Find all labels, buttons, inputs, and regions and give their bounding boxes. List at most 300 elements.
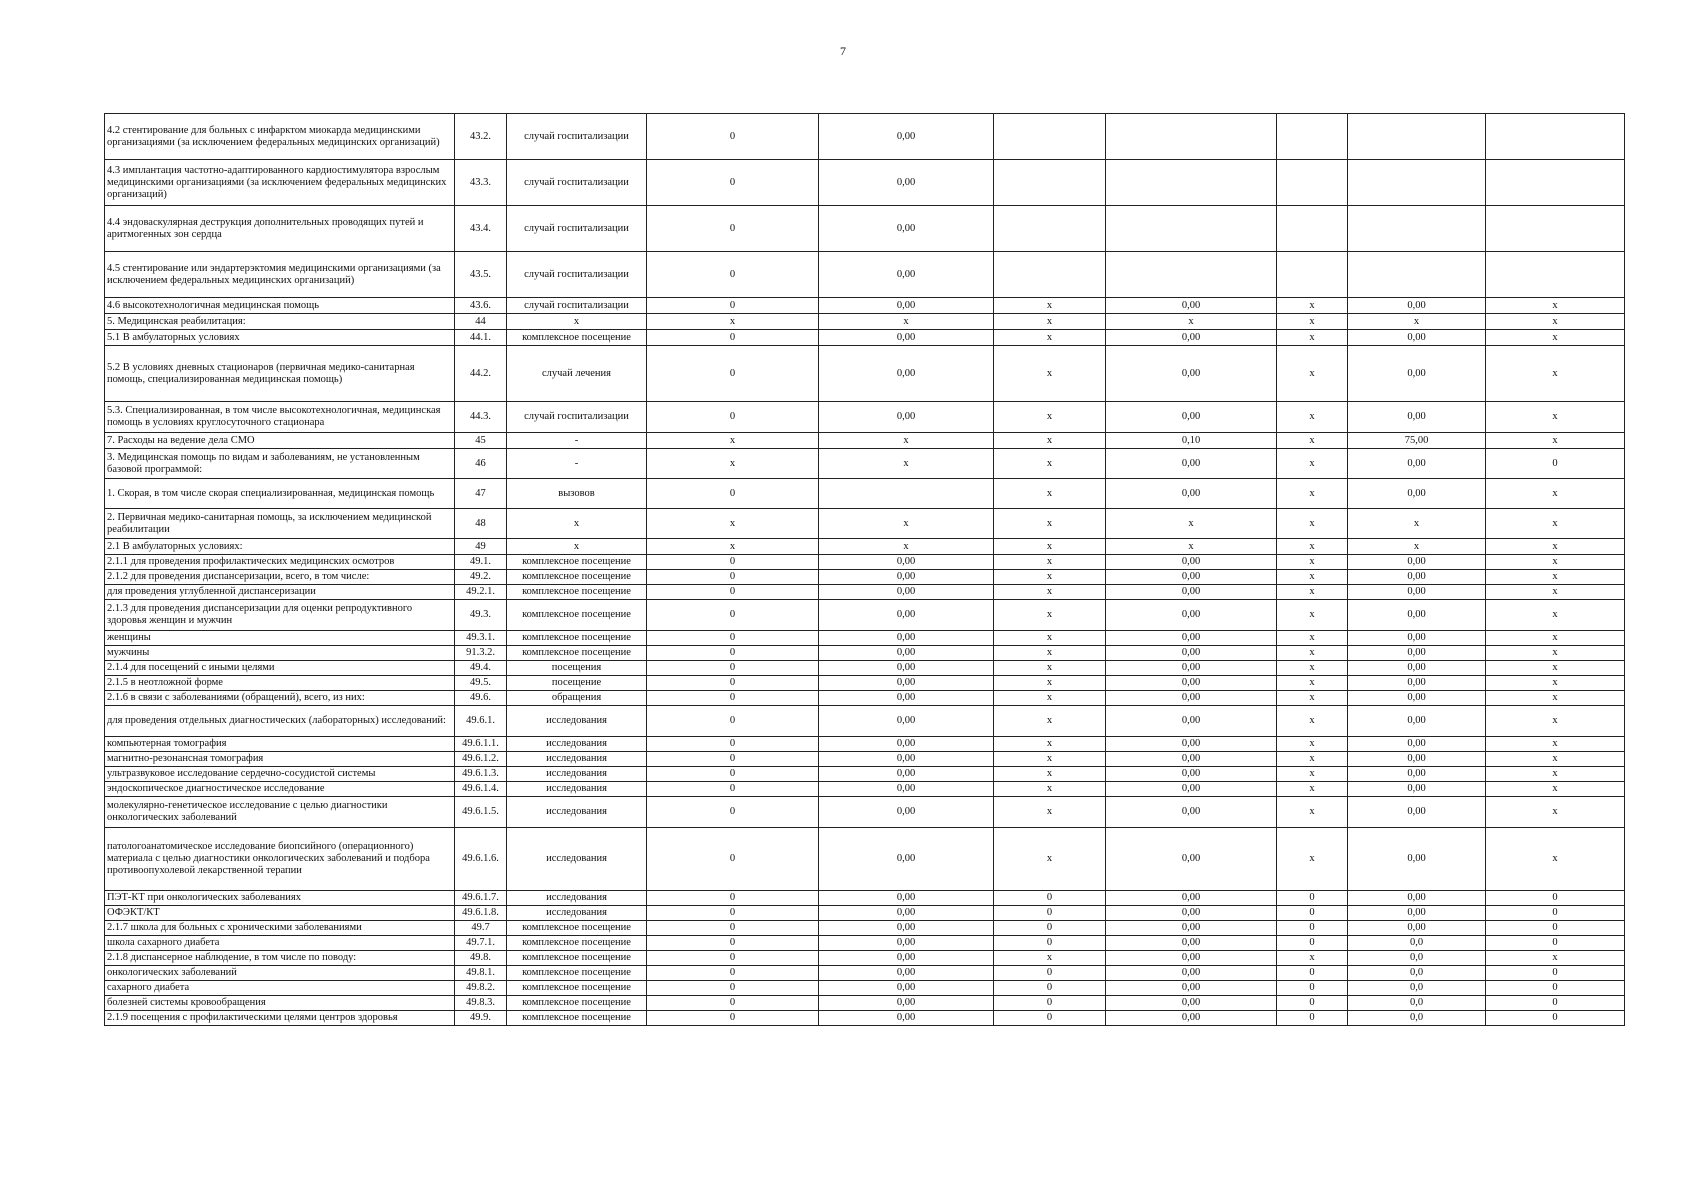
col-value-6: 0,00: [1348, 298, 1486, 314]
row-code: 44.2.: [455, 346, 507, 402]
col-value-2: 0,00: [819, 1011, 994, 1026]
row-name: магнитно-резонансная томография: [105, 752, 455, 767]
col-value-1: 0: [647, 906, 819, 921]
col-value-1: 0: [647, 782, 819, 797]
col-value-7: 0: [1486, 996, 1625, 1011]
col-value-6: 0,00: [1348, 402, 1486, 433]
col-value-2: 0,00: [819, 402, 994, 433]
row-unit: комплексное посещение: [507, 1011, 647, 1026]
col-value-2: [819, 479, 994, 509]
row-code: 49.3.: [455, 600, 507, 631]
row-name: 3. Медицинская помощь по видам и заболеваниям, не установленным базовой программой:: [105, 449, 455, 479]
col-value-6: 0,00: [1348, 646, 1486, 661]
col-value-3: [994, 114, 1106, 160]
col-value-7: x: [1486, 631, 1625, 646]
table-row: [105, 1011, 1625, 1026]
col-value-4: 0,00: [1106, 646, 1277, 661]
row-unit: комплексное посещение: [507, 981, 647, 996]
col-value-1: 0: [647, 921, 819, 936]
col-value-4: x: [1106, 314, 1277, 330]
table-row: [105, 509, 1625, 539]
table-row: [105, 996, 1625, 1011]
col-value-6: [1348, 206, 1486, 252]
col-value-7: x: [1486, 706, 1625, 737]
row-name: онкологических заболеваний: [105, 966, 455, 981]
col-value-1: x: [647, 449, 819, 479]
col-value-5: x: [1277, 509, 1348, 539]
col-value-4: 0,00: [1106, 600, 1277, 631]
col-value-1: x: [647, 539, 819, 555]
row-code: 49.6.1.7.: [455, 891, 507, 906]
row-name: болезней системы кровообращения: [105, 996, 455, 1011]
table-row: [105, 298, 1625, 314]
row-unit: комплексное посещение: [507, 570, 647, 585]
col-value-3: x: [994, 555, 1106, 570]
col-value-2: 0,00: [819, 330, 994, 346]
col-value-5: x: [1277, 449, 1348, 479]
col-value-2: 0,00: [819, 936, 994, 951]
col-value-6: 0,00: [1348, 585, 1486, 600]
col-value-1: 0: [647, 981, 819, 996]
row-name: 2.1.7 школа для больных с хроническими заболеваниями: [105, 921, 455, 936]
col-value-5: 0: [1277, 981, 1348, 996]
col-value-3: x: [994, 676, 1106, 691]
col-value-6: [1348, 160, 1486, 206]
col-value-6: 75,00: [1348, 433, 1486, 449]
col-value-3: [994, 252, 1106, 298]
col-value-3: x: [994, 797, 1106, 828]
col-value-3: x: [994, 646, 1106, 661]
row-unit: -: [507, 449, 647, 479]
row-unit: комплексное посещение: [507, 631, 647, 646]
col-value-6: 0,00: [1348, 661, 1486, 676]
col-value-2: 0,00: [819, 555, 994, 570]
col-value-2: 0,00: [819, 600, 994, 631]
row-code: 44.1.: [455, 330, 507, 346]
col-value-1: 0: [647, 661, 819, 676]
col-value-5: 0: [1277, 906, 1348, 921]
table-row: [105, 585, 1625, 600]
col-value-5: x: [1277, 646, 1348, 661]
col-value-5: x: [1277, 691, 1348, 706]
col-value-6: 0,00: [1348, 906, 1486, 921]
table-row: [105, 402, 1625, 433]
col-value-2: x: [819, 509, 994, 539]
row-unit: случай госпитализации: [507, 402, 647, 433]
row-name: для проведения отдельных диагностических (лабораторных) исследований:: [105, 706, 455, 737]
col-value-5: x: [1277, 555, 1348, 570]
col-value-6: x: [1348, 539, 1486, 555]
row-name: 5.2 В условиях дневных стационаров (первичная медико-санитарная помощь, специализированная медицинская помощь): [105, 346, 455, 402]
col-value-3: 0: [994, 996, 1106, 1011]
row-code: 49.2.1.: [455, 585, 507, 600]
col-value-4: x: [1106, 509, 1277, 539]
row-unit: случай лечения: [507, 346, 647, 402]
col-value-4: 0,00: [1106, 402, 1277, 433]
col-value-3: x: [994, 782, 1106, 797]
row-unit: исследования: [507, 782, 647, 797]
col-value-3: x: [994, 585, 1106, 600]
col-value-2: 0,00: [819, 252, 994, 298]
row-unit: комплексное посещение: [507, 600, 647, 631]
col-value-1: 0: [647, 706, 819, 737]
table-row: [105, 891, 1625, 906]
row-name: компьютерная томография: [105, 737, 455, 752]
col-value-3: 0: [994, 1011, 1106, 1026]
col-value-4: 0,00: [1106, 555, 1277, 570]
row-name: 2.1.8 диспансерное наблюдение, в том числе по поводу:: [105, 951, 455, 966]
row-unit: исследования: [507, 891, 647, 906]
row-name: мужчины: [105, 646, 455, 661]
row-name: 2.1.5 в неотложной форме: [105, 676, 455, 691]
col-value-3: [994, 160, 1106, 206]
col-value-7: 0: [1486, 981, 1625, 996]
col-value-5: x: [1277, 752, 1348, 767]
col-value-7: x: [1486, 767, 1625, 782]
col-value-3: x: [994, 737, 1106, 752]
col-value-6: 0,00: [1348, 676, 1486, 691]
row-unit: комплексное посещение: [507, 936, 647, 951]
col-value-7: x: [1486, 691, 1625, 706]
col-value-7: x: [1486, 509, 1625, 539]
row-code: 48: [455, 509, 507, 539]
col-value-6: 0,00: [1348, 600, 1486, 631]
row-name: ультразвуковое исследование сердечно-сосудистой системы: [105, 767, 455, 782]
row-code: 49.6.1.2.: [455, 752, 507, 767]
row-code: 49.6.1.4.: [455, 782, 507, 797]
col-value-7: 0: [1486, 449, 1625, 479]
col-value-5: 0: [1277, 936, 1348, 951]
col-value-5: [1277, 206, 1348, 252]
col-value-2: x: [819, 433, 994, 449]
row-name: 4.4 эндоваскулярная деструкция дополнительных проводящих путей и аритмогенных зон сердца: [105, 206, 455, 252]
col-value-7: x: [1486, 555, 1625, 570]
col-value-1: 0: [647, 891, 819, 906]
col-value-6: 0,0: [1348, 996, 1486, 1011]
table-row: [105, 921, 1625, 936]
col-value-4: 0,00: [1106, 585, 1277, 600]
col-value-4: 0,00: [1106, 330, 1277, 346]
col-value-3: x: [994, 539, 1106, 555]
col-value-5: x: [1277, 539, 1348, 555]
col-value-1: x: [647, 509, 819, 539]
col-value-4: 0,00: [1106, 479, 1277, 509]
col-value-2: 0,00: [819, 114, 994, 160]
col-value-3: x: [994, 314, 1106, 330]
col-value-1: 0: [647, 479, 819, 509]
col-value-2: 0,00: [819, 206, 994, 252]
col-value-7: 0: [1486, 1011, 1625, 1026]
col-value-6: 0,00: [1348, 752, 1486, 767]
col-value-2: 0,00: [819, 298, 994, 314]
col-value-2: 0,00: [819, 828, 994, 891]
row-name: 7. Расходы на ведение дела СМО: [105, 433, 455, 449]
col-value-6: 0,00: [1348, 737, 1486, 752]
col-value-5: x: [1277, 570, 1348, 585]
col-value-6: 0,00: [1348, 570, 1486, 585]
col-value-4: 0,00: [1106, 570, 1277, 585]
row-name: 4.6 высокотехнологичная медицинская помощь: [105, 298, 455, 314]
col-value-6: [1348, 114, 1486, 160]
col-value-6: 0,00: [1348, 631, 1486, 646]
col-value-6: x: [1348, 314, 1486, 330]
row-code: 49.7.1.: [455, 936, 507, 951]
col-value-7: x: [1486, 676, 1625, 691]
col-value-3: x: [994, 661, 1106, 676]
table-row: [105, 314, 1625, 330]
col-value-5: x: [1277, 661, 1348, 676]
row-code: 43.3.: [455, 160, 507, 206]
row-unit: случай госпитализации: [507, 206, 647, 252]
row-unit: случай госпитализации: [507, 160, 647, 206]
col-value-5: x: [1277, 676, 1348, 691]
row-code: 45: [455, 433, 507, 449]
col-value-7: x: [1486, 782, 1625, 797]
col-value-4: 0,00: [1106, 346, 1277, 402]
col-value-6: 0,00: [1348, 330, 1486, 346]
row-code: 49.9.: [455, 1011, 507, 1026]
col-value-4: 0,00: [1106, 752, 1277, 767]
col-value-3: 0: [994, 981, 1106, 996]
row-code: 43.4.: [455, 206, 507, 252]
col-value-1: 0: [647, 767, 819, 782]
col-value-5: x: [1277, 402, 1348, 433]
row-name: 5.1 В амбулаторных условиях: [105, 330, 455, 346]
col-value-4: 0,00: [1106, 691, 1277, 706]
row-code: 49.8.3.: [455, 996, 507, 1011]
col-value-6: 0,00: [1348, 921, 1486, 936]
col-value-3: 0: [994, 936, 1106, 951]
col-value-1: 0: [647, 402, 819, 433]
page-number: 7: [840, 44, 846, 58]
row-code: 49.8.2.: [455, 981, 507, 996]
col-value-1: x: [647, 314, 819, 330]
col-value-3: x: [994, 691, 1106, 706]
col-value-1: 0: [647, 1011, 819, 1026]
col-value-6: 0,00: [1348, 767, 1486, 782]
row-name: для проведения углубленной диспансеризации: [105, 585, 455, 600]
row-name: молекулярно-генетическое исследование с целью диагностики онкологических заболеваний: [105, 797, 455, 828]
table-row: [105, 433, 1625, 449]
col-value-2: x: [819, 314, 994, 330]
col-value-2: 0,00: [819, 706, 994, 737]
row-name: женщины: [105, 631, 455, 646]
col-value-7: x: [1486, 951, 1625, 966]
col-value-5: x: [1277, 951, 1348, 966]
col-value-7: [1486, 206, 1625, 252]
table-row: [105, 951, 1625, 966]
row-code: 49.6.1.1.: [455, 737, 507, 752]
row-unit: исследования: [507, 767, 647, 782]
col-value-5: [1277, 114, 1348, 160]
row-unit: посещение: [507, 676, 647, 691]
col-value-2: 0,00: [819, 631, 994, 646]
row-code: 49.4.: [455, 661, 507, 676]
col-value-7: x: [1486, 570, 1625, 585]
col-value-4: [1106, 206, 1277, 252]
col-value-6: x: [1348, 509, 1486, 539]
row-name: 2. Первичная медико-санитарная помощь, за исключением медицинской реабилитации: [105, 509, 455, 539]
col-value-6: 0,00: [1348, 449, 1486, 479]
col-value-1: 0: [647, 160, 819, 206]
col-value-3: x: [994, 449, 1106, 479]
col-value-5: x: [1277, 600, 1348, 631]
col-value-3: x: [994, 752, 1106, 767]
col-value-6: 0,00: [1348, 479, 1486, 509]
col-value-3: x: [994, 570, 1106, 585]
col-value-5: x: [1277, 706, 1348, 737]
col-value-7: 0: [1486, 936, 1625, 951]
col-value-1: 0: [647, 828, 819, 891]
col-value-7: x: [1486, 797, 1625, 828]
col-value-2: 0,00: [819, 782, 994, 797]
col-value-2: 0,00: [819, 676, 994, 691]
row-code: 49.6.1.: [455, 706, 507, 737]
col-value-2: 0,00: [819, 346, 994, 402]
col-value-6: 0,00: [1348, 891, 1486, 906]
col-value-1: 0: [647, 951, 819, 966]
row-code: 49.1.: [455, 555, 507, 570]
row-name: 2.1.6 в связи с заболеваниями (обращений), всего, из них:: [105, 691, 455, 706]
col-value-7: 0: [1486, 921, 1625, 936]
col-value-4: [1106, 114, 1277, 160]
row-code: 49.7: [455, 921, 507, 936]
col-value-5: x: [1277, 737, 1348, 752]
row-unit: обращения: [507, 691, 647, 706]
col-value-7: x: [1486, 828, 1625, 891]
row-code: 46: [455, 449, 507, 479]
col-value-5: x: [1277, 298, 1348, 314]
col-value-4: [1106, 160, 1277, 206]
col-value-4: 0,00: [1106, 966, 1277, 981]
col-value-4: 0,00: [1106, 906, 1277, 921]
col-value-3: x: [994, 402, 1106, 433]
col-value-4: 0,00: [1106, 676, 1277, 691]
col-value-5: 0: [1277, 996, 1348, 1011]
col-value-6: [1348, 252, 1486, 298]
row-code: 49.5.: [455, 676, 507, 691]
col-value-2: 0,00: [819, 891, 994, 906]
row-unit: комплексное посещение: [507, 951, 647, 966]
row-name: эндоскопическое диагностическое исследование: [105, 782, 455, 797]
col-value-1: 0: [647, 346, 819, 402]
col-value-4: 0,00: [1106, 828, 1277, 891]
table-row: [105, 631, 1625, 646]
col-value-7: 0: [1486, 966, 1625, 981]
col-value-6: 0,0: [1348, 1011, 1486, 1026]
col-value-6: 0,00: [1348, 706, 1486, 737]
col-value-7: x: [1486, 330, 1625, 346]
table-row: [105, 752, 1625, 767]
col-value-1: 0: [647, 570, 819, 585]
col-value-3: x: [994, 951, 1106, 966]
row-name: 5.3. Специализированная, в том числе высокотехнологичная, медицинская помощь в условиях круглосуточного стационара: [105, 402, 455, 433]
row-code: 43.2.: [455, 114, 507, 160]
col-value-3: 0: [994, 891, 1106, 906]
col-value-4: 0,00: [1106, 767, 1277, 782]
table-row: [105, 346, 1625, 402]
row-unit: исследования: [507, 906, 647, 921]
col-value-1: 0: [647, 631, 819, 646]
col-value-1: 0: [647, 555, 819, 570]
row-code: 49.3.1.: [455, 631, 507, 646]
col-value-2: 0,00: [819, 921, 994, 936]
col-value-5: 0: [1277, 891, 1348, 906]
row-code: 49.6.: [455, 691, 507, 706]
col-value-6: 0,00: [1348, 828, 1486, 891]
row-code: 49.8.1.: [455, 966, 507, 981]
col-value-5: x: [1277, 782, 1348, 797]
col-value-7: x: [1486, 646, 1625, 661]
row-unit: комплексное посещение: [507, 966, 647, 981]
table-row: [105, 570, 1625, 585]
col-value-2: 0,00: [819, 996, 994, 1011]
table-row: [105, 691, 1625, 706]
row-name: 1. Скорая, в том числе скорая специализированная, медицинская помощь: [105, 479, 455, 509]
col-value-7: x: [1486, 600, 1625, 631]
col-value-7: [1486, 252, 1625, 298]
col-value-5: x: [1277, 828, 1348, 891]
col-value-5: x: [1277, 797, 1348, 828]
col-value-7: [1486, 160, 1625, 206]
col-value-6: 0,00: [1348, 782, 1486, 797]
col-value-2: 0,00: [819, 951, 994, 966]
row-unit: комплексное посещение: [507, 330, 647, 346]
col-value-4: 0,00: [1106, 737, 1277, 752]
col-value-1: 0: [647, 114, 819, 160]
col-value-4: 0,00: [1106, 921, 1277, 936]
col-value-7: x: [1486, 402, 1625, 433]
col-value-4: 0,00: [1106, 706, 1277, 737]
table-row: [105, 661, 1625, 676]
col-value-5: x: [1277, 631, 1348, 646]
row-name: 4.5 стентирование или эндартерэктомия медицинскими организациями (за исключением федеральных медицинских организаций): [105, 252, 455, 298]
col-value-5: x: [1277, 479, 1348, 509]
row-unit: исследования: [507, 752, 647, 767]
col-value-7: x: [1486, 479, 1625, 509]
col-value-1: 0: [647, 797, 819, 828]
col-value-1: 0: [647, 676, 819, 691]
col-value-1: 0: [647, 600, 819, 631]
col-value-3: x: [994, 479, 1106, 509]
table-row: [105, 539, 1625, 555]
row-name: 2.1.3 для проведения диспансеризации для оценки репродуктивного здоровья женщин и мужчин: [105, 600, 455, 631]
col-value-4: 0,00: [1106, 996, 1277, 1011]
col-value-2: 0,00: [819, 966, 994, 981]
row-unit: исследования: [507, 828, 647, 891]
col-value-3: x: [994, 828, 1106, 891]
col-value-3: [994, 206, 1106, 252]
col-value-6: 0,0: [1348, 936, 1486, 951]
col-value-2: 0,00: [819, 797, 994, 828]
col-value-1: 0: [647, 206, 819, 252]
col-value-6: 0,0: [1348, 966, 1486, 981]
col-value-7: x: [1486, 585, 1625, 600]
row-name: 4.2 стентирование для больных с инфарктом миокарда медицинскими организациями (за исключением федеральных медицинских организаций): [105, 114, 455, 160]
table-row: [105, 160, 1625, 206]
col-value-6: 0,0: [1348, 981, 1486, 996]
col-value-3: x: [994, 767, 1106, 782]
col-value-3: x: [994, 509, 1106, 539]
row-unit: комплексное посещение: [507, 921, 647, 936]
row-unit: вызовов: [507, 479, 647, 509]
col-value-7: x: [1486, 737, 1625, 752]
col-value-5: x: [1277, 346, 1348, 402]
col-value-2: 0,00: [819, 646, 994, 661]
row-code: 43.6.: [455, 298, 507, 314]
col-value-3: x: [994, 631, 1106, 646]
col-value-6: 0,00: [1348, 691, 1486, 706]
